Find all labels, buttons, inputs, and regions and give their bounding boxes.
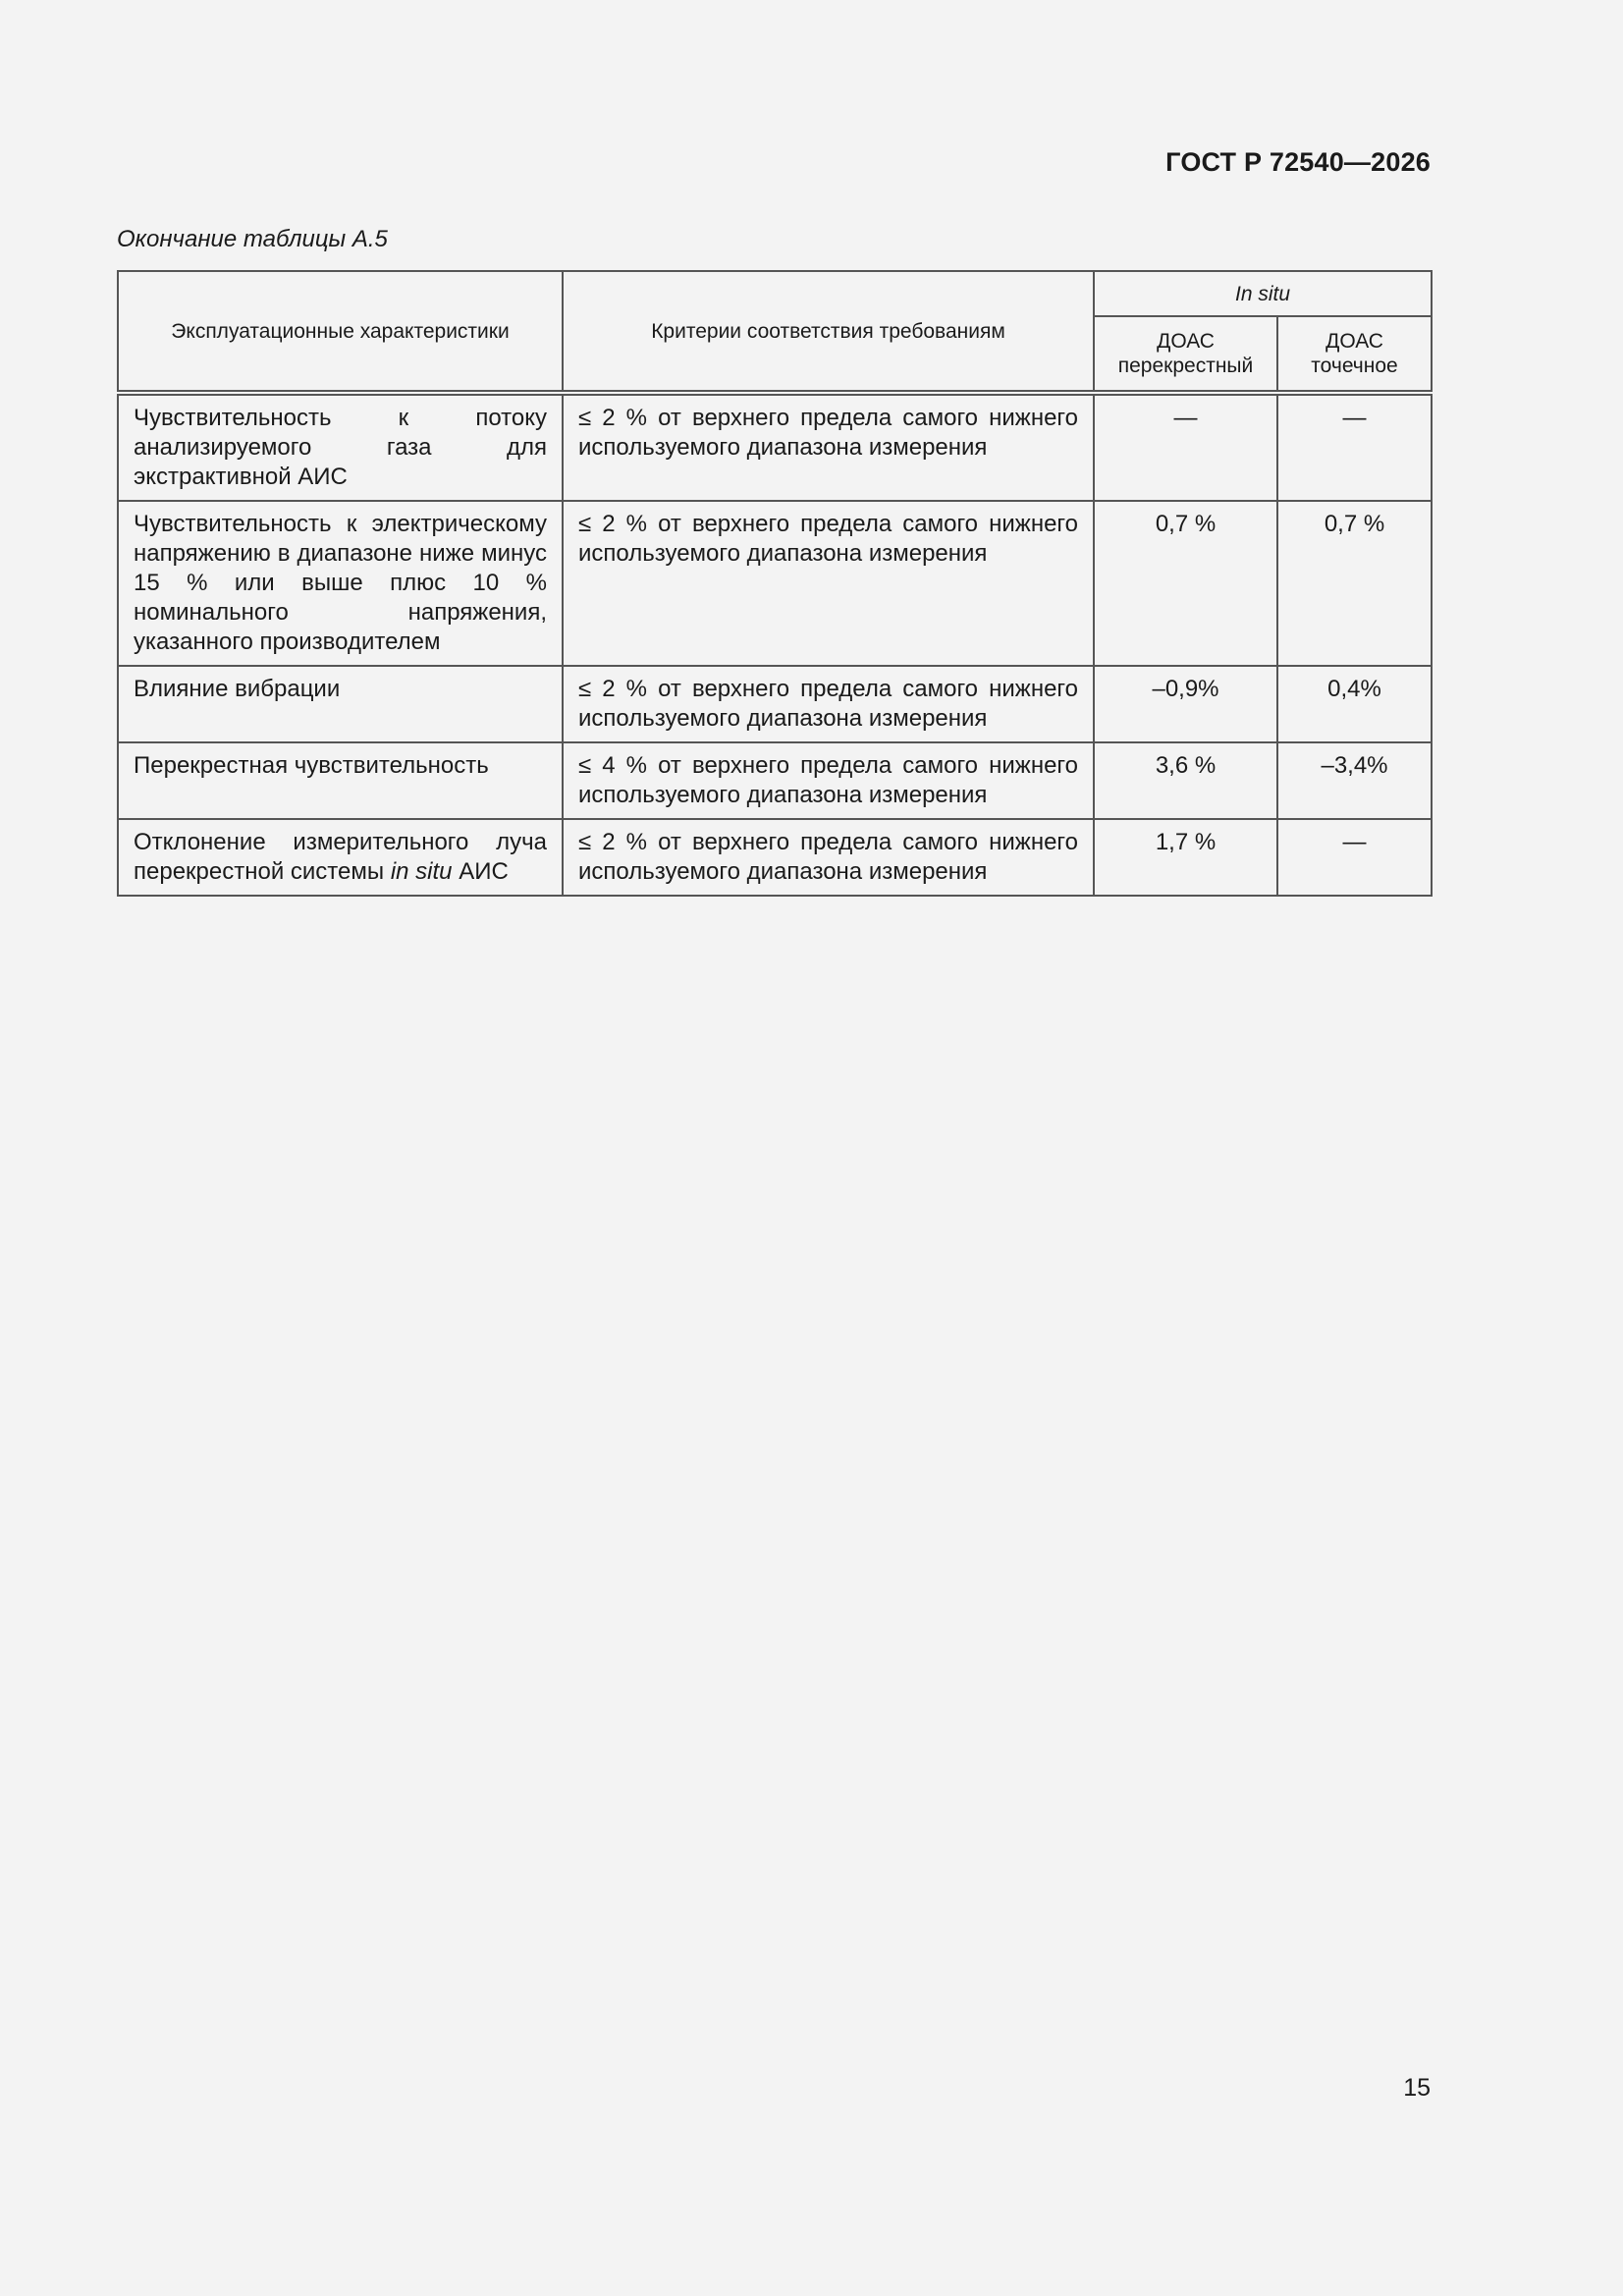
characteristic-italic-text: in situ [390, 858, 453, 885]
characteristic-cell: Чувствительность к потоку анализируемого газа для экстрактивной АИС [118, 393, 563, 501]
criterion-cell: ≤ 2 % от верхнего предела самого нижнего используемого диапазона измерения [563, 501, 1094, 666]
doas-cross-value: — [1094, 393, 1277, 501]
page-number: 15 [1403, 2074, 1431, 2102]
doas-cross-value: 1,7 % [1094, 819, 1277, 896]
characteristic-text: Отклонение измерительного луча перекрестной системы [134, 829, 547, 885]
criterion-cell: ≤ 4 % от верхнего предела самого нижнего используемого диапазона измерения [563, 742, 1094, 819]
table-row [118, 819, 1432, 896]
column-group-header-in-situ: In situ [1094, 271, 1432, 316]
doas-cross-value: 0,7 % [1094, 501, 1277, 666]
specification-table [117, 270, 1433, 897]
doas-cross-value: 3,6 % [1094, 742, 1277, 819]
column-header-criteria: Критерии соответствия требованиям [563, 271, 1094, 393]
column-header-doas-point: ДОАС точечное [1277, 316, 1432, 393]
characteristic-cell: Перекрестная чувствительность [118, 742, 563, 819]
criterion-cell: ≤ 2 % от верхнего предела самого нижнего используемого диапазона измерения [563, 819, 1094, 896]
criterion-cell: ≤ 2 % от верхнего предела самого нижнего используемого диапазона измерения [563, 666, 1094, 742]
document-code: ГОСТ Р 72540—2026 [1165, 147, 1431, 177]
characteristic-text-suffix: АИС [459, 858, 509, 885]
characteristic-cell: Влияние вибрации [118, 666, 563, 742]
doas-point-value: — [1277, 393, 1432, 501]
column-header-characteristics: Эксплуатационные характеристики [118, 271, 563, 393]
doas-point-value: 0,7 % [1277, 501, 1432, 666]
table-row [118, 742, 1432, 819]
table-row [118, 393, 1432, 501]
characteristic-cell: Чувствительность к электрическому напряжению в диапазоне ниже минус 15 % или выше плюс 10 % номинального напряжения, указанного производителем [118, 501, 563, 666]
doas-point-value: — [1277, 819, 1432, 896]
table-row [118, 666, 1432, 742]
table-row [118, 501, 1432, 666]
doas-point-value: –3,4% [1277, 742, 1432, 819]
doas-point-value: 0,4% [1277, 666, 1432, 742]
table-caption: Окончание таблицы А.5 [117, 226, 388, 252]
characteristic-cell [118, 819, 563, 896]
column-header-doas-cross: ДОАС перекрестный [1094, 316, 1277, 393]
doas-cross-value: –0,9% [1094, 666, 1277, 742]
criterion-cell: ≤ 2 % от верхнего предела самого нижнего используемого диапазона измерения [563, 393, 1094, 501]
